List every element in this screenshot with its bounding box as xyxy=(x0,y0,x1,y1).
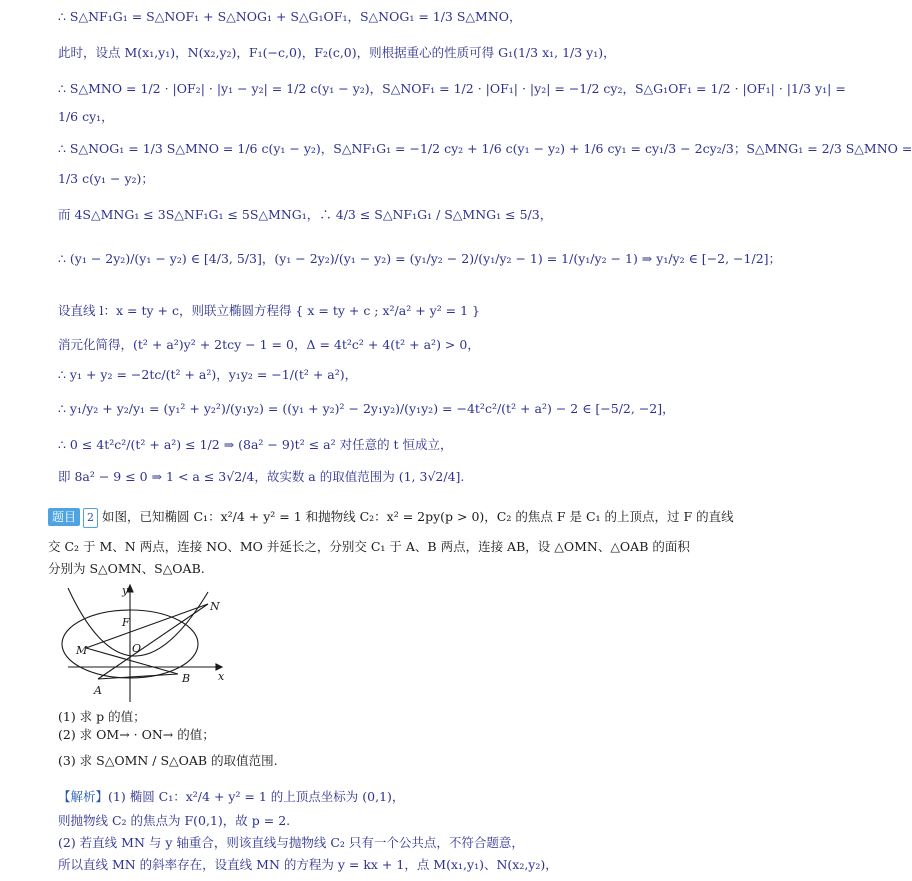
problem-tag: 题目 xyxy=(48,508,80,526)
problem-statement-line: 分别为 S△OMN、S△OAB. xyxy=(48,561,205,576)
solution-line: 消元化简得，(t² + a²)y² + 2tcy − 1 = 0，Δ = 4t²c² + 4(t² + a²) > 0， xyxy=(58,337,480,352)
problem-statement-line: 交 C₂ 于 M、N 两点，连接 NO、MO 并延长之，分别交 C₁ 于 A、B 两点，连接 AB，设 △OMN、△OAB 的面积 xyxy=(48,539,690,554)
label-y: y xyxy=(122,584,129,597)
solution-line: 而 4S△MNG₁ ≤ 3S△NF₁G₁ ≤ 5S△MNG₁，∴ 4/3 ≤ S△NF₁G₁ / S△MNG₁ ≤ 5/3， xyxy=(58,207,553,222)
label-o: O xyxy=(132,642,142,655)
label-x: x xyxy=(218,670,225,683)
solution-line: ∴ 0 ≤ 4t²c²/(t² + a²) ≤ 1/2 ⇒ (8a² − 9)t² ≤ a² 对任意的 t 恒成立， xyxy=(58,437,453,452)
problem-text: 如图，已知椭圆 C₁：x²/4 + y² = 1 和抛物线 C₂：x² = 2py(p > 0)，C₂ 的焦点 F 是 C₁ 的上顶点，过 F 的直线 xyxy=(102,509,734,524)
question-2: (2) 求 OM→ · ON→ 的值； xyxy=(58,727,215,742)
solution-line: ∴ y₁/y₂ + y₂/y₁ = (y₁² + y₂²)/(y₁y₂) = ((y₁ + y₂)² − 2y₁y₂)/(y₁y₂) = −4t²c²/(t² + a²) − 2 ∈ [−5/2, −2]， xyxy=(58,401,675,416)
solution-line: 此时，设点 M(x₁,y₁)，N(x₂,y₂)，F₁(−c,0)，F₂(c,0)，则根据重心的性质可得 G₁(1/3 x₁, 1/3 y₁)， xyxy=(58,45,616,60)
problem-number: 2 xyxy=(83,508,98,528)
label-f: F xyxy=(122,616,130,629)
solution-line: ∴ y₁ + y₂ = −2tc/(t² + a²)，y₁y₂ = −1/(t² + a²)， xyxy=(58,367,358,382)
solution-line: 即 8a² − 9 ≤ 0 ⇒ 1 < a ≤ 3√2/4，故实数 a 的取值范围为 (1, 3√2/4]. xyxy=(58,469,465,484)
solution-line: ∴ S△NOG₁ = 1/3 S△MNO = 1/6 c(y₁ − y₂)，S△NF₁G₁ = −1/2 cy₂ + 1/6 c(y₁ − y₂) + 1/6 cy₁ = cy₁/3 − 2cy₂/3；S△MNG₁ = 2/3 S△MNO = xyxy=(58,141,912,156)
analysis-line: (2) 若直线 MN 与 y 轴重合，则该直线与抛物线 C₂ 只有一个公共点，不符合题意， xyxy=(58,835,524,850)
analysis-line xyxy=(58,788,404,806)
geometry-figure xyxy=(58,582,238,706)
solution-line: 设直线 l：x = ty + c，则联立椭圆方程得 { x = ty + c ; x²/a² + y² = 1 } xyxy=(58,303,481,318)
analysis-line: 所以直线 MN 的斜率存在，设直线 MN 的方程为 y = kx + 1，点 M(x₁,y₁)、N(x₂,y₂)， xyxy=(58,857,558,872)
solution-line: ∴ S△NF₁G₁ = S△NOF₁ + S△NOG₁ + S△G₁OF₁，S△NOG₁ = 1/3 S△MNO， xyxy=(58,9,522,24)
analysis-text: (1) 椭圆 C₁：x²/4 + y² = 1 的上顶点坐标为 (0,1)， xyxy=(108,789,405,804)
line-no-a xyxy=(98,604,208,679)
label-b: B xyxy=(182,672,191,685)
analysis-line: 则抛物线 C₂ 的焦点为 F(0,1)，故 p = 2. xyxy=(58,813,291,828)
solution-line: ∴ S△MNO = 1/2 · |OF₂| · |y₁ − y₂| = 1/2 c(y₁ − y₂)，S△NOF₁ = 1/2 · |OF₁| · |y₂| = −1/2 cy₂，S△G₁OF₁ = 1/2 · |OF₁| · |1/3 y₁| = xyxy=(58,81,846,96)
problem-statement-line xyxy=(48,508,734,528)
label-m: M xyxy=(76,644,88,657)
solution-line: ∴ (y₁ − 2y₂)/(y₁ − y₂) ∈ [4/3, 5/3]，(y₁ − 2y₂)/(y₁ − y₂) = (y₁/y₂ − 2)/(y₁/y₂ − 1) = 1/(y₁/y₂ − 1) ⇒ y₁/y₂ ∈ [−2, −1/2]； xyxy=(58,251,782,266)
question-1: (1) 求 p 的值； xyxy=(58,709,146,724)
solution-line: 1/6 cy₁， xyxy=(58,109,114,124)
label-a: A xyxy=(94,684,102,697)
analysis-tag: 【解析】 xyxy=(58,789,109,804)
solution-line: 1/3 c(y₁ − y₂)； xyxy=(58,171,154,186)
question-3: (3) 求 S△OMN / S△OAB 的取值范围. xyxy=(58,753,278,768)
label-n: N xyxy=(210,600,220,613)
